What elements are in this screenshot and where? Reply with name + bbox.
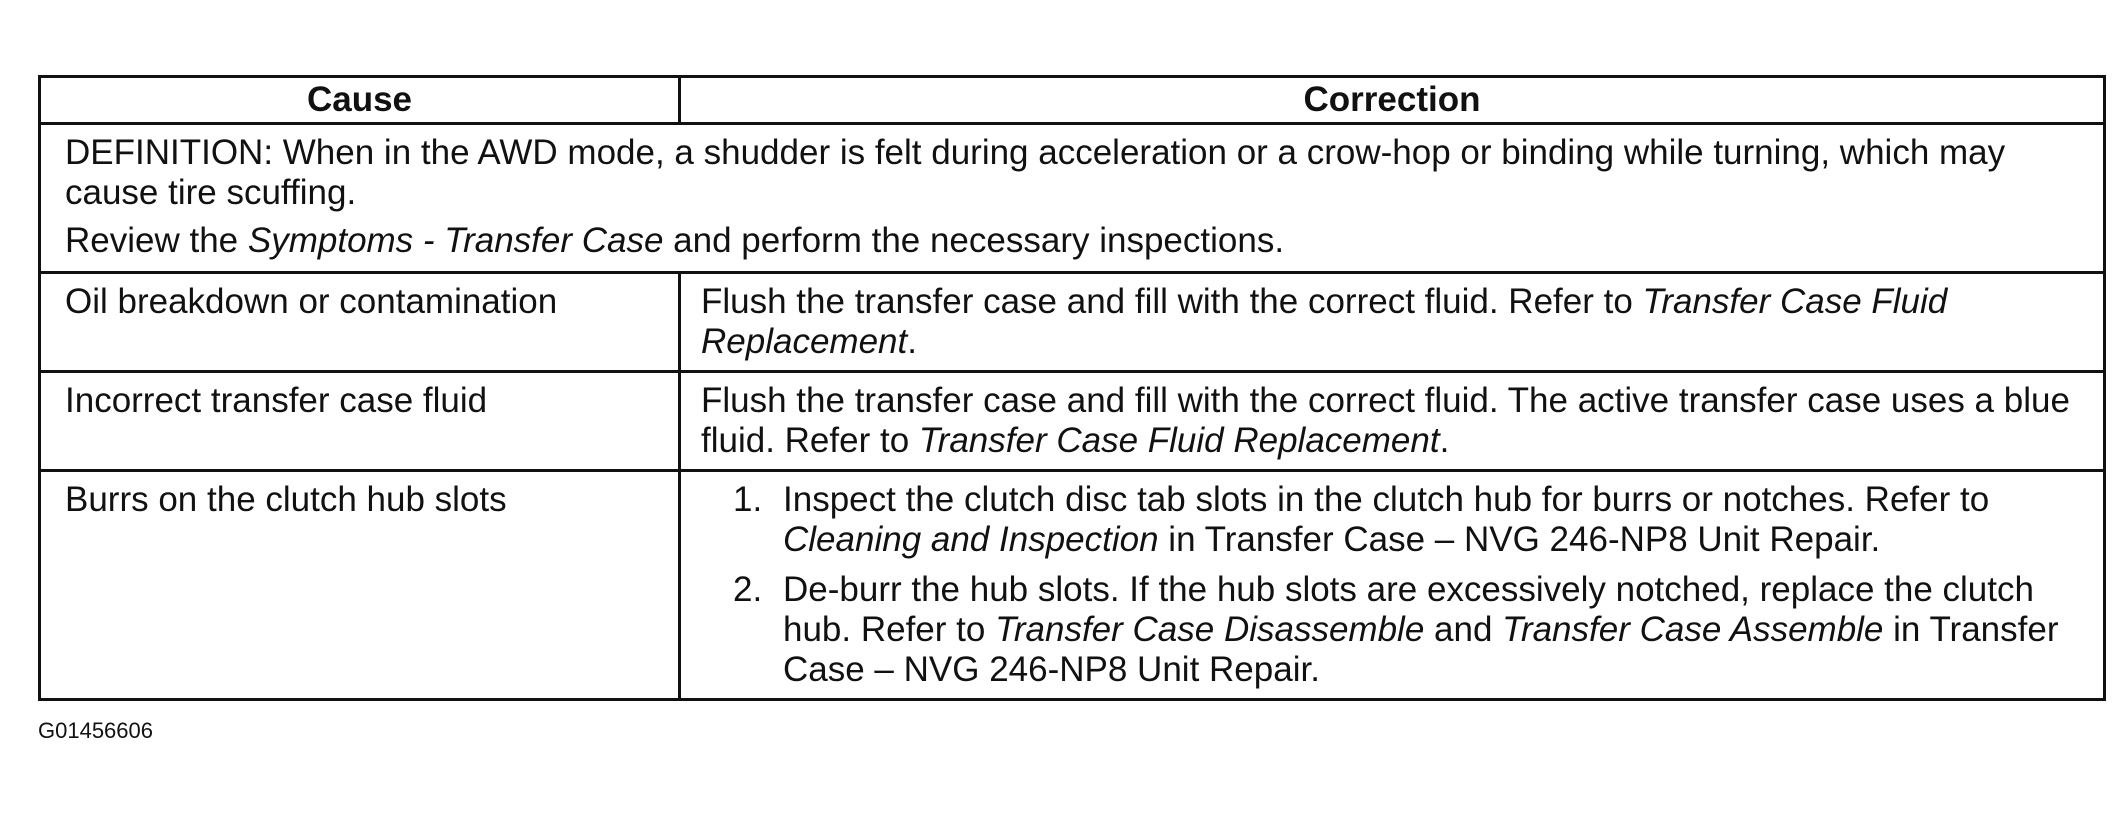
correction-text: Flush the transfer case and fill with the correct fluid. Refer to [701, 282, 1643, 321]
review-line [65, 221, 2083, 261]
step-text: De-burr the hub slots. If the hub slots are excessively notched, replace the clutch hub. Refer to [783, 570, 2034, 649]
diagnostic-table [38, 75, 2106, 701]
fluid-replacement-link[interactable]: Transfer Case Fluid Replacement [918, 421, 1440, 460]
table-row [40, 372, 2105, 471]
review-prefix: Review the [65, 221, 248, 260]
cleaning-inspection-link[interactable]: Cleaning and Inspection [783, 520, 1159, 559]
definition-row [40, 124, 2105, 273]
step-list [701, 480, 2087, 690]
table-row [40, 471, 2105, 700]
step-text: Inspect the clutch disc tab slots in the clutch hub for burrs or notches. Refer to [783, 480, 1990, 519]
symptoms-link[interactable]: Symptoms - Transfer Case [247, 221, 664, 260]
definition-text: DEFINITION: When in the AWD mode, a shudder is felt during acceleration or a crow-hop or binding while turning, which may cause tire scuffing. [65, 133, 2006, 212]
step-number: 1. [733, 480, 763, 519]
table-row [40, 273, 2105, 372]
cause-header: Cause [40, 77, 680, 124]
assemble-link[interactable]: Transfer Case Assemble [1502, 610, 1884, 649]
cause-cell: Burrs on the clutch hub slots [40, 471, 680, 700]
correction-end: . [1439, 421, 1450, 460]
correction-text: Flush the transfer case and fill with the correct fluid. The active transfer case uses a blue fluid. Refer to [701, 381, 2070, 460]
correction-end: . [907, 322, 917, 361]
review-suffix: and perform the necessary inspections. [663, 221, 1285, 260]
cause-cell: Incorrect transfer case fluid [40, 372, 680, 471]
header-row [40, 77, 2105, 124]
fluid-replacement-link[interactable]: Transfer Case Fluid Replacement [701, 282, 1948, 361]
step-item [701, 480, 2087, 560]
correction-cell [680, 273, 2105, 372]
figure-code: G01456606 [38, 718, 153, 743]
step-item [701, 570, 2087, 690]
disassemble-link[interactable]: Transfer Case Disassemble [995, 610, 1425, 649]
step-number: 2. [733, 570, 763, 609]
correction-header: Correction [680, 77, 2105, 124]
step-text: in Transfer Case – NVG 246-NP8 Unit Repair. [1158, 520, 1881, 559]
step-text: in Transfer Case – NVG 246-NP8 Unit Repair. [783, 610, 2059, 689]
correction-cell [680, 372, 2105, 471]
cause-cell: Oil breakdown or contamination [40, 273, 680, 372]
correction-cell [680, 471, 2105, 700]
step-text: and [1424, 610, 1503, 649]
definition-cell [40, 124, 2105, 273]
